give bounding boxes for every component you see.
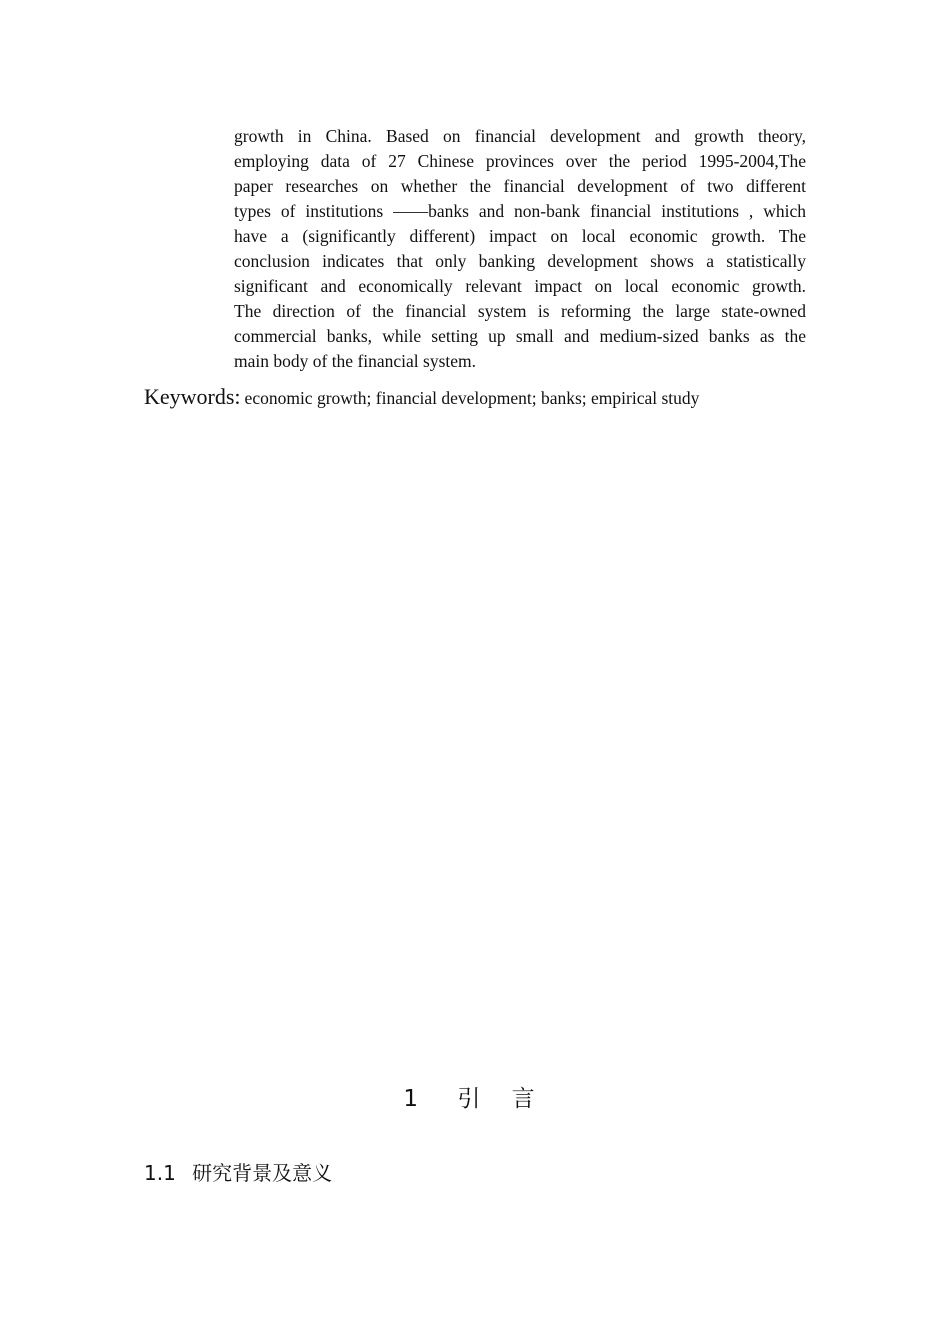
keywords-text: economic growth; financial development; banks; empirical study (244, 388, 700, 408)
abstract-line: conclusion indicates that only banking development shows a statistically (234, 251, 806, 271)
chapter-title-char: 言 (511, 1086, 535, 1112)
abstract-line: paper researches on whether the financial development of two different (234, 176, 806, 196)
abstract-line: commercial banks, while setting up small and medium-sized banks as the (234, 326, 806, 346)
abstract-line: types of institutions ——banks and non-bank financial institutions , which (234, 201, 806, 221)
keywords-label: Keywords: (144, 384, 241, 409)
chapter-title-char: 引 (457, 1086, 481, 1112)
abstract-line: significant and economically relevant impact on local economic growth. (234, 276, 806, 296)
chapter-number: 1 (403, 1086, 418, 1112)
abstract-line: The direction of the financial system is reforming the large state-owned (234, 301, 806, 321)
keywords (144, 384, 699, 410)
abstract-line: have a (significantly different) impact on local economic growth. The (234, 226, 806, 246)
section-number: 1.1 (144, 1161, 176, 1185)
abstract-line: employing data of 27 Chinese provinces over the period 1995-2004,The (234, 151, 806, 171)
abstract-body (234, 124, 806, 374)
section-heading (144, 1157, 332, 1186)
abstract-line: main body of the financial system. (234, 351, 477, 371)
section-title: 研究背景及意义 (192, 1161, 333, 1185)
chapter-heading (0, 1080, 950, 1113)
abstract-line: growth in China. Based on financial development and growth theory, (234, 126, 806, 146)
